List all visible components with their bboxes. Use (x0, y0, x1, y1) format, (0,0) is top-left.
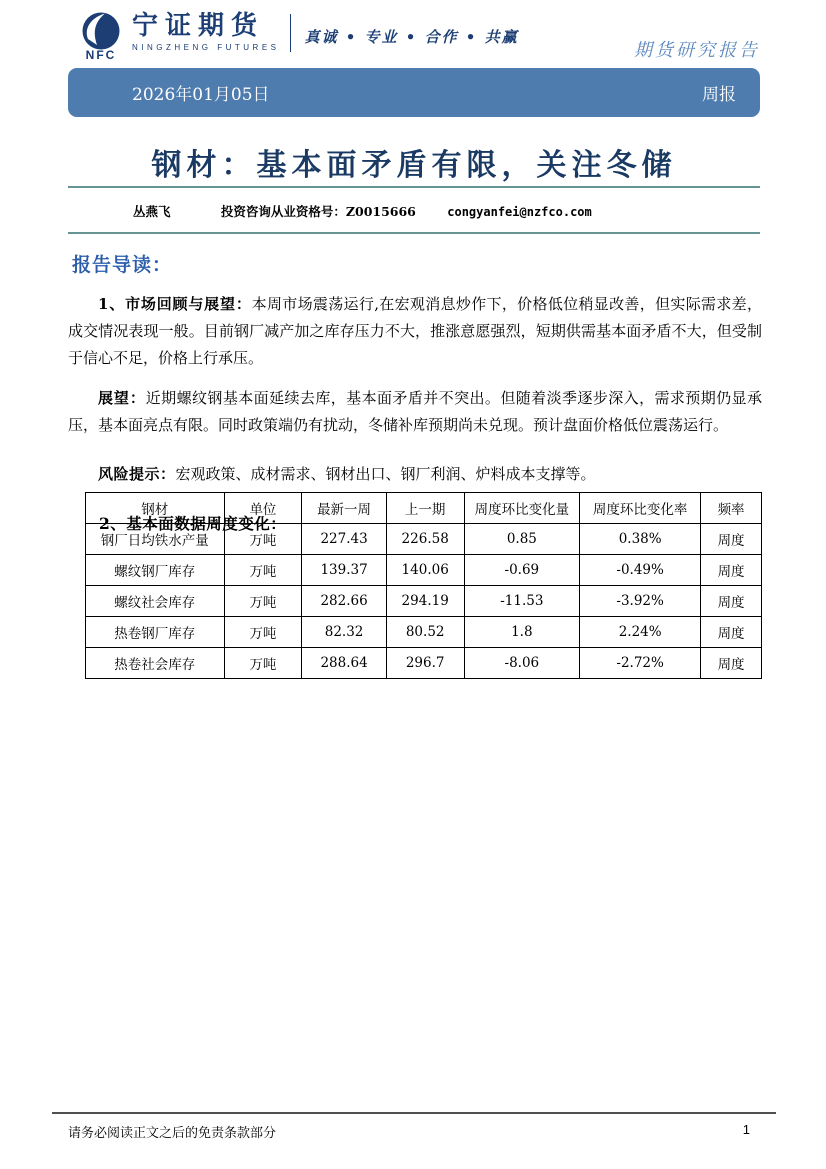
table-cell: 周度 (701, 555, 762, 586)
table-cell: 热卷钢厂库存 (86, 617, 225, 648)
table-row (86, 617, 762, 648)
title-rule (68, 186, 760, 188)
report-frequency-label: 周报 (702, 85, 736, 105)
weekly-data-table (85, 492, 762, 679)
table-header-cell: 单位 (224, 493, 302, 524)
page-title: 钢材：基本面矛盾有限，关注冬储 (151, 148, 677, 183)
table-header-cell: 周度环比变化量 (464, 493, 580, 524)
table-header-cell: 钢材 (86, 493, 225, 524)
table-cell: 80.52 (386, 617, 464, 648)
section2-heading: 2、基本面数据周度变化： (99, 514, 287, 533)
author-rule (68, 232, 760, 234)
table-cell: 294.19 (386, 586, 464, 617)
table-cell: 140.06 (386, 555, 464, 586)
table-cell: 万吨 (224, 648, 302, 679)
table-cell: -0.69 (464, 555, 580, 586)
page-number: 1 (742, 1122, 750, 1137)
table-cell: 周度 (701, 586, 762, 617)
company-name-en: NINGZHENG FUTURES (132, 43, 280, 52)
table-row (86, 648, 762, 679)
table-cell: 227.43 (302, 524, 387, 555)
weekly-data-table-wrap (85, 492, 762, 679)
paragraph-text: 近期螺纹钢基本面延续去库，基本面矛盾并不突出。但随着淡季逐步深入，需求预期仍显承压，基本面亮点有限。同时政策端仍有扰动，冬储补库预期尚未兑现。预计盘面价格低位震荡运行。 (68, 389, 762, 434)
brand-header (78, 12, 760, 62)
table-header-cell: 最新一周 (302, 493, 387, 524)
footer-disclaimer: 请务必阅读正文之后的免责条款部分 (68, 1126, 277, 1141)
table-cell: -3.92% (580, 586, 701, 617)
table-cell: 周度 (701, 648, 762, 679)
brand-divider (290, 14, 291, 52)
table-cell: 1.8 (464, 617, 580, 648)
report-type-label: 期货研究报告 (634, 40, 760, 61)
footer-rule (52, 1112, 776, 1114)
table-cell: 万吨 (224, 586, 302, 617)
table-cell: -0.49% (580, 555, 701, 586)
table-cell: 周度 (701, 524, 762, 555)
table-cell: 288.64 (302, 648, 387, 679)
author-email: congyanfei@nzfco.com (447, 205, 592, 219)
table-cell: 82.32 (302, 617, 387, 648)
table-header-cell: 上一期 (386, 493, 464, 524)
table-cell: 螺纹社会库存 (86, 586, 225, 617)
author-name: 丛燕飞 (133, 204, 171, 219)
table-header-row (86, 493, 762, 524)
brand-tagline: 真诚 • 专业 • 合作 • 共赢 (304, 28, 519, 46)
footer (68, 1122, 760, 1141)
company-logo (78, 12, 124, 62)
paragraph-lead: 展望： (98, 389, 146, 407)
table-cell: 万吨 (224, 617, 302, 648)
table-cell: -2.72% (580, 648, 701, 679)
logo-abbr-text: NFC (85, 48, 117, 62)
paragraph-risk (68, 461, 762, 488)
table-row (86, 586, 762, 617)
table-cell: -8.06 (464, 648, 580, 679)
table-header-cell: 周度环比变化率 (580, 493, 701, 524)
table-cell: -11.53 (464, 586, 580, 617)
table-cell: 2.24% (580, 617, 701, 648)
nfc-circle-sail-icon (81, 12, 121, 50)
table-cell: 226.58 (386, 524, 464, 555)
paragraph-lead: 1、市场回顾与展望： (98, 295, 252, 313)
table-cell: 139.37 (302, 555, 387, 586)
author-license: 投资咨询从业资格号：Z0015666 (220, 204, 416, 219)
table-header-cell: 频率 (701, 493, 762, 524)
table-cell: 282.66 (302, 586, 387, 617)
report-date: 2026年01月05日 (132, 85, 270, 105)
table-row (86, 555, 762, 586)
table-cell: 钢厂日均铁水产量 (86, 524, 225, 555)
table-cell: 296.7 (386, 648, 464, 679)
date-bar (68, 68, 760, 117)
table-cell: 螺纹钢厂库存 (86, 555, 225, 586)
paragraph-lead: 风险提示： (98, 465, 176, 483)
paragraph-text: 宏观政策、成材需求、钢材出口、钢厂利润、炉料成本支撑等。 (175, 465, 596, 483)
table-cell: 热卷社会库存 (86, 648, 225, 679)
paragraph-market-review (68, 291, 762, 372)
company-name-cn: 宁证期货 (132, 11, 265, 41)
guide-heading: 报告导读： (72, 254, 173, 276)
table-row (86, 524, 762, 555)
table-cell: 万吨 (224, 524, 302, 555)
paragraph-text: 本周市场震荡运行,在宏观消息炒作下，价格低位稍显改善，但实际需求差，成交情况表现一般。目前钢厂减产加之库存压力不大，推涨意愿强烈，短期供需基本面矛盾不大，但受制于信心不足，价格上行承压。 (68, 295, 762, 367)
company-name-block (132, 12, 280, 52)
table-cell: 周度 (701, 617, 762, 648)
paragraph-outlook (68, 385, 762, 439)
table-cell: 0.85 (464, 524, 580, 555)
table-cell: 0.38% (580, 524, 701, 555)
table-cell: 万吨 (224, 555, 302, 586)
author-row (68, 202, 760, 220)
